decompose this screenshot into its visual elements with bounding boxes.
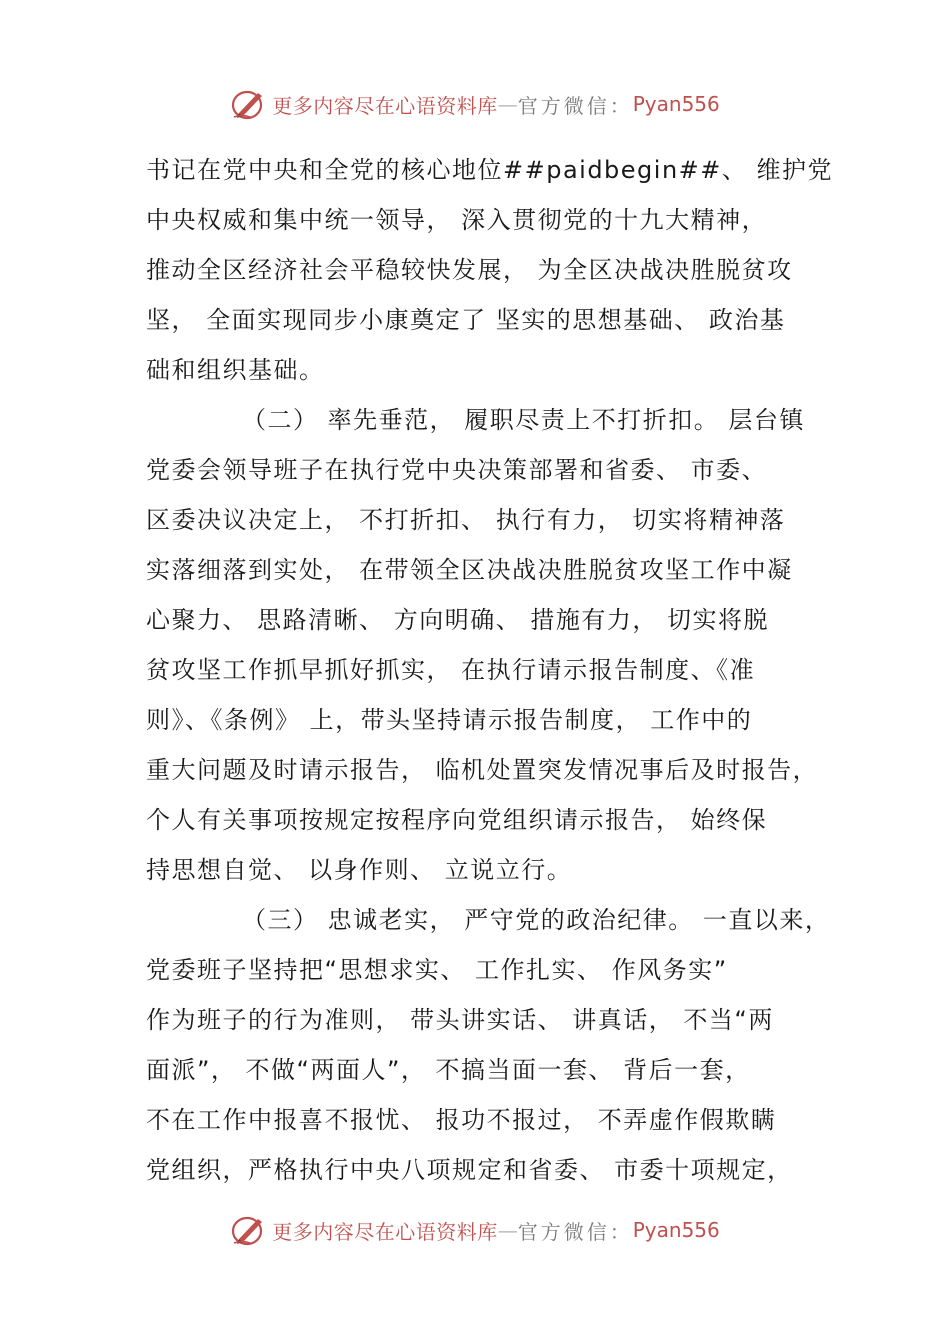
pen-logo-icon <box>230 87 268 121</box>
banner-wechat-id: Pyan556 <box>632 92 720 116</box>
header-watermark-banner <box>0 84 950 124</box>
text-line: 础和组织基础。 <box>146 356 325 384</box>
text-line: 不在工作中报喜不报忧、 报功不报过， 不弄虚作假欺瞒 <box>146 1106 777 1134</box>
text-line: 作为班子的行为准则， 带头讲实话、 讲真话， 不当“两 <box>146 1006 774 1034</box>
text-line: （二） 率先垂范， 履职尽责上不打折扣。 层台镇 <box>242 406 805 434</box>
banner-dash: — <box>497 1218 518 1242</box>
text-line: 党委会领导班子在执行党中央决策部署和省委、 市委、 <box>146 456 768 484</box>
text-line: 书记在党中央和全党的核心地位##paidbegin##、 维护党 <box>146 156 834 184</box>
text-line: 推动全区经济社会平稳较快发展， 为全区决战决胜脱贫攻 <box>146 256 793 284</box>
footer-watermark-banner <box>0 1210 950 1250</box>
text-line: 区委决议决定上， 不打折扣、 执行有力， 切实将精神落 <box>146 506 786 534</box>
text-line: 坚， 全面实现同步小康奠定了 坚实的思想基础、 政治基 <box>146 306 786 334</box>
text-line: 面派”， 不做“两面人”， 不搞当面一套、 背后一套， <box>146 1056 751 1084</box>
text-line: （三） 忠诚老实， 严守党的政治纪律。 一直以来， <box>242 906 831 934</box>
text-line: 党委班子坚持把“思想求实、 工作扎实、 作风务实” <box>146 956 728 984</box>
banner-slogan: 更多内容尽在心语资料库 <box>272 1219 498 1244</box>
banner-dash: — <box>497 92 518 116</box>
document-body <box>146 145 834 1195</box>
pen-logo-icon <box>230 1213 268 1247</box>
text-line: 心聚力、 思路清晰、 方向明确、 措施有力， 切实将脱 <box>146 606 770 634</box>
banner-wechat-label: 官方微信： <box>517 93 633 118</box>
text-line: 实落细落到实处， 在带领全区决战决胜脱贫攻坚工作中凝 <box>146 556 793 584</box>
text-line: 中央权威和集中统一领导， 深入贯彻党的十九大精神， <box>146 206 768 234</box>
text-line: 党组织，严格执行中央八项规定和省委、 市委十项规定， <box>146 1156 793 1184</box>
banner-slogan: 更多内容尽在心语资料库 <box>272 93 498 118</box>
text-line: 重大问题及时请示报告， 临机处置突发情况事后及时报告， <box>146 756 819 784</box>
banner-wechat-id: Pyan556 <box>632 1218 720 1242</box>
banner-wechat-label: 官方微信： <box>517 1219 633 1244</box>
text-line: 则》、《条例》 上，带头坚持请示报告制度， 工作中的 <box>146 706 753 734</box>
text-line: 个人有关事项按规定按程序向党组织请示报告， 始终保 <box>146 806 768 834</box>
text-line: 贫攻坚工作抓早抓好抓实， 在执行请示报告制度、《准 <box>146 656 756 684</box>
text-line: 持思想自觉、 以身作则、 立说立行。 <box>146 856 573 884</box>
